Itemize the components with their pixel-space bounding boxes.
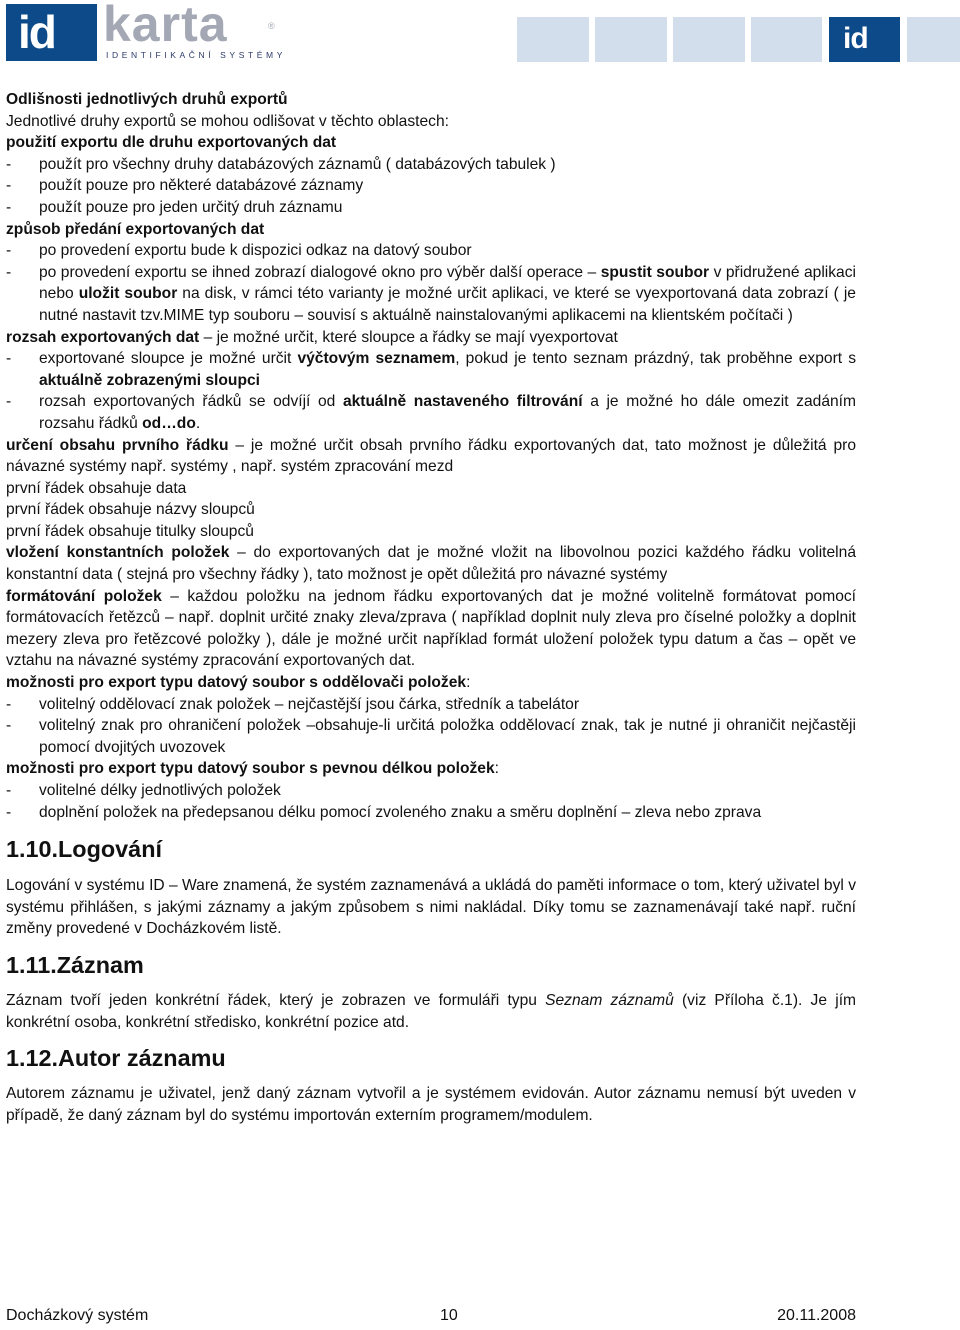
list-item: první řádek obsahuje názvy sloupců <box>6 501 255 519</box>
header-decor-block <box>751 17 822 62</box>
list-item: - použít pouze pro jeden určitý druh záznamu <box>6 198 343 216</box>
logo-id-text: id <box>18 6 55 58</box>
list-item: - doplnění položek na předepsanou délku pomocí zvoleného znaku a směru doplnění – zleva nebo zprava <box>6 803 762 821</box>
paragraph: vložení konstantních položek – do exportovaných dat je možné vložit na libovolnou pozici každého řádku volitelná konstantní data ( stejná pro všechny řádky ), tato možnost je opět důležitá pro návazné systémy <box>6 544 856 584</box>
list-item: - rozsah exportovaných řádků se odvíjí od aktuálně nastaveného filtrování a je možné ho dále omezit zadáním rozsahu řádků od…do. <box>6 393 856 432</box>
header-decor-block <box>517 17 589 62</box>
list-item: - použít pro všechny druhy databázových záznamů ( databázových tabulek ) <box>6 155 556 173</box>
list-item: - volitelné délky jednotlivých položek <box>6 782 281 799</box>
topic-label: způsob předání exportovaných dat <box>6 220 265 238</box>
paragraph: Autorem záznamu je uživatel, jenž daný záznam vytvořil a je systémem evidován. Autor záznamu nemusí být uveden v případě, že daný záznam byl do systému importován externím programem/modulem. <box>6 1085 856 1124</box>
list-item: - použít pouze pro některé databázové záznamy <box>6 177 364 195</box>
header-id-logo <box>829 17 900 62</box>
header-decor-block <box>595 17 667 62</box>
paragraph: Záznam tvoří jeden konkrétní řádek, který je zobrazen ve formuláři typu Seznam záznamů (viz Příloha č.1). Je jím konkrétní osoba, konkrétní středisko, konkrétní pozice atd. <box>6 991 857 1031</box>
footer-date: 20.11.2008 <box>777 1307 856 1324</box>
list-item: - po provedení exportu se ihned zobrazí dialogové okno pro výběr další operace – spustit soubor v přidružené aplikaci nebo uložit soubor na disk, v rámci této varianty je možné určit aplikaci, ve které se vyexportovaná data zobrazí ( je nutné nastavit tzv.MIME typ souboru – souvisí s aktuálně nainstalovanými aplikacemi na klientském počítači ) <box>6 263 856 324</box>
registered-mark: ® <box>268 21 275 31</box>
header-decor-block <box>673 17 745 62</box>
idkarta-logo-mark <box>6 4 97 61</box>
logo-tagline: IDENTIFIKAČNÍ SYSTÉMY <box>106 50 286 60</box>
page-number: 10 <box>440 1307 458 1324</box>
section-heading: Odlišnosti jednotlivých druhů exportů <box>6 91 288 108</box>
list-item: - po provedení exportu bude k dispozici odkaz na datový soubor <box>6 242 472 260</box>
list-item: první řádek obsahuje titulky sloupců <box>6 522 254 540</box>
paragraph: Jednotlivé druhy exportů se mohou odlišovat v těchto oblastech: <box>6 112 449 130</box>
topic-label: použití exportu dle druhu exportovaných dat <box>6 134 337 152</box>
header-id-logo-text: id <box>843 22 868 55</box>
list-item: - volitelný znak pro ohraničení položek –obsahuje-li určitá položka oddělovací znak, tak je nutné ji ohraničit nejčastěji pomocí dvojitých uvozovek <box>6 717 856 756</box>
topic-label: možnosti pro export typu datový soubor s pevnou délkou položek: <box>6 760 499 778</box>
paragraph: formátování položek – každou položku na jednom řádku exportovaných dat je možné volitelně formátovat pomocí formátovacích řetězců – např. doplnit určité znaky zleva/zprava ( například doplnit nuly zleva pro číselné položky a doplnit mezery zleva pro řetězcové položky ), dále je možné určit například formát uložení položek typu datum a čas – opět ve vztahu na návazné systémy zpracování exportovaných dat. <box>6 587 856 670</box>
footer-title: Docházkový systém <box>6 1307 149 1324</box>
header-decor-block <box>907 17 960 62</box>
list-item: - volitelný oddělovací znak položek – nejčastější jsou čárka, středník a tabelátor <box>6 695 580 713</box>
section-heading: 1.12.Autor záznamu <box>6 1045 226 1072</box>
list-item: - exportované sloupce je možné určit výčtovým seznamem, pokud je tento seznam prázdný, tak proběhne export s aktuálně zobrazenými sloupci <box>6 350 856 389</box>
topic-label: možnosti pro export typu datový soubor s oddělovači položek: <box>6 674 471 692</box>
section-heading: 1.10.Logování <box>6 836 162 863</box>
page-footer <box>6 1305 856 1327</box>
page-header <box>0 0 960 68</box>
document-body <box>6 89 856 1126</box>
paragraph: Logování v systému ID – Ware znamená, že systém zaznamenává a ukládá do paměti informace o tom, který uživatel byl v systému přihlášen, s jakými záznamy a jakým způsobem s nimi nakládal. Díky tomu se zaznamenávají také např. ruční změny provedené v Docházkovém listě. <box>6 877 856 938</box>
paragraph: rozsah exportovaných dat – je možné určit, které sloupce a řádky se mají vyexportovat <box>6 328 618 346</box>
section-heading: 1.11.Záznam <box>6 951 144 978</box>
logo-brand-text: karta <box>103 0 228 52</box>
paragraph: určení obsahu prvního řádku – je možné určit obsah prvního řádku exportovaných dat, tato možnost je důležitá pro návazné systémy např. systémy , např. systém zpracování mezd <box>6 436 856 476</box>
list-item: první řádek obsahuje data <box>6 479 187 497</box>
